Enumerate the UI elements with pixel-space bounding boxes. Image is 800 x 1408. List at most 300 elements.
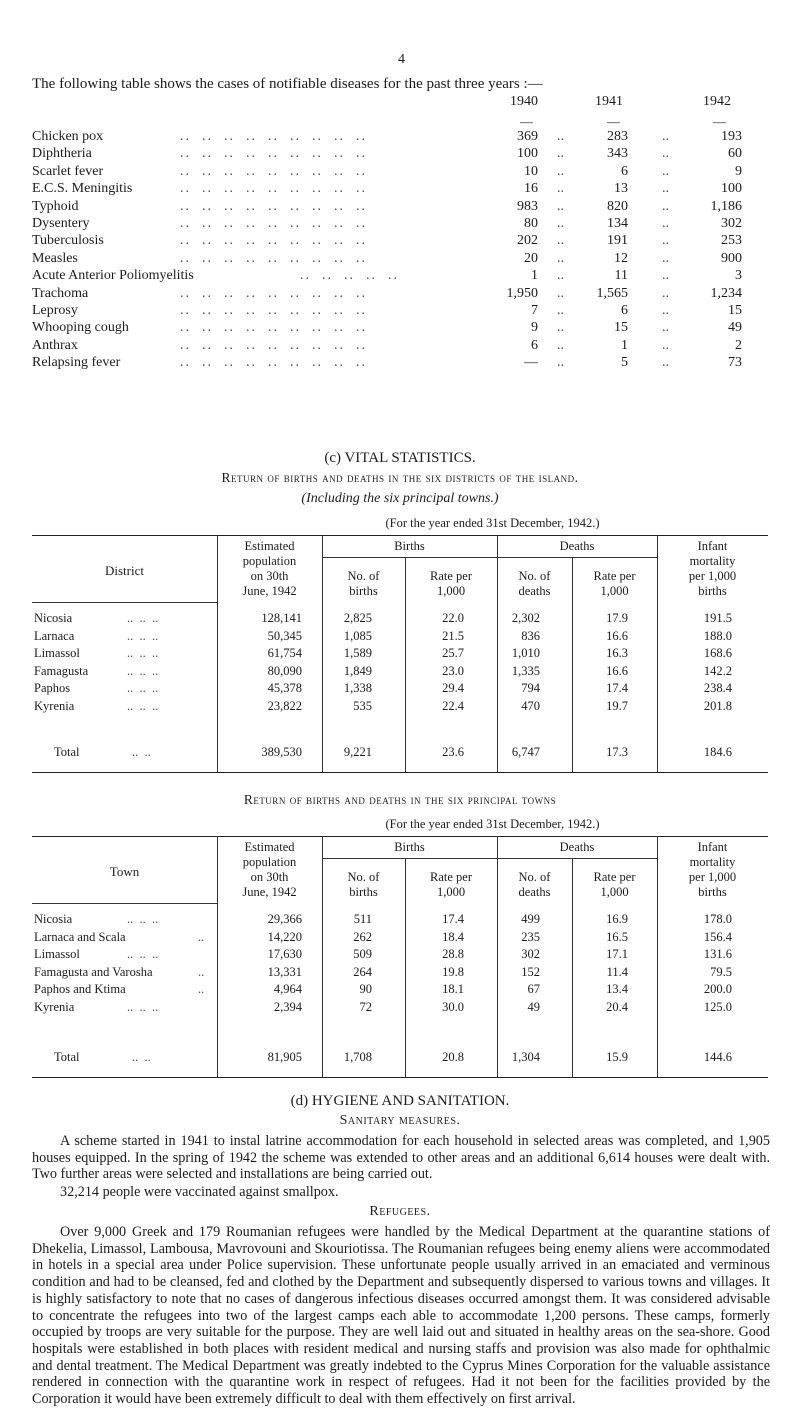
cases-1940: 10 [524, 163, 538, 179]
towns-table [32, 814, 768, 1080]
leader-dots: .. [662, 337, 669, 353]
vital-note: (Including the six principal towns.) [301, 491, 499, 506]
birth-rate: 18.1 [442, 982, 464, 997]
leader-dots: .. .. .. .. .. .. .. .. .. [180, 303, 367, 318]
row-name: Kyrenia [34, 699, 75, 713]
cases-1942: 9 [735, 163, 742, 179]
hygiene-heading: (d) HYGIENE AND SANITATION. [290, 1093, 510, 1109]
rule [32, 602, 217, 603]
period-caption: (For the year ended 31st December, 1942.) [385, 516, 600, 530]
header-line: 1,000 [436, 885, 466, 899]
disease-name: Trachoma [32, 285, 89, 301]
leader-dots: .. [557, 163, 564, 179]
population: 17,630 [267, 947, 302, 962]
birth-rate: 30.0 [442, 1000, 464, 1014]
leader-dots: .. [557, 181, 564, 197]
cases-1941: 12 [614, 250, 628, 266]
leader-dots: .. [662, 146, 669, 162]
header-line: per 1,000 [688, 569, 737, 583]
leader-dots: .. [662, 233, 669, 249]
leader-dots: .. [662, 303, 669, 318]
disease-name: Typhoid [32, 198, 79, 214]
births-count: 72 [359, 1000, 372, 1014]
deaths-count-header [497, 870, 572, 900]
death-rate: 17.1 [606, 947, 628, 962]
leader-dots: .. [662, 129, 669, 144]
birth-rate: 23.6 [442, 745, 464, 759]
disease-row [0, 199, 800, 216]
cases-1942: 253 [721, 233, 742, 249]
row-name: Larnaca [34, 628, 75, 643]
leader-dots: .. [557, 320, 564, 336]
births-count: 511 [353, 912, 372, 926]
cases-1942: 193 [721, 129, 742, 144]
death-rate: 16.6 [606, 628, 628, 643]
births-header: Births [394, 840, 425, 854]
row-name: Total [54, 745, 80, 759]
cases-1942: 1,234 [710, 285, 742, 301]
disease-name: Scarlet fever [32, 163, 104, 179]
year-dash: — [520, 114, 533, 129]
birth-rate: 20.8 [442, 1050, 464, 1064]
deaths-count: 49 [527, 1000, 540, 1014]
cases-1941: 1,565 [596, 285, 628, 301]
cases-1941: 11 [614, 268, 628, 284]
population: 45,378 [267, 681, 302, 696]
leader-dots: .. .. [132, 1050, 151, 1064]
population: 81,905 [267, 1050, 302, 1064]
deaths-rate-header [572, 569, 657, 599]
header-line: mortality [689, 855, 736, 869]
row-name: Kyrenia [34, 1000, 75, 1014]
cases-1942: 60 [728, 146, 742, 162]
row-name: Limassol [34, 947, 80, 962]
infant-mortality-header [657, 840, 768, 900]
cases-1940: 16 [524, 181, 538, 197]
header-line: Rate per [430, 870, 472, 884]
death-rate: 17.3 [606, 745, 628, 759]
header-line: births [349, 885, 378, 899]
row-name: Larnaca and Scala [34, 929, 126, 944]
rule [322, 858, 657, 859]
leader-dots: .. [662, 163, 669, 179]
disease-name: Measles [32, 250, 78, 266]
death-rate: 11.4 [606, 964, 628, 979]
population: 23,822 [267, 699, 302, 713]
death-rate: 16.5 [606, 929, 628, 944]
disease-row [0, 338, 800, 355]
deaths-count: 836 [521, 628, 540, 643]
infant-mortality: 131.6 [703, 947, 732, 962]
header-line: No. of [347, 870, 380, 884]
leader-dots: .. .. .. [127, 699, 159, 713]
disease-row [0, 268, 800, 285]
infant-mortality: 191.5 [703, 611, 732, 625]
header-line: June, 1942 [242, 584, 297, 598]
births-count: 90 [359, 982, 372, 997]
infant-mortality: 168.6 [703, 646, 732, 661]
death-rate: 16.9 [606, 912, 628, 926]
leader-dots: .. [198, 964, 205, 979]
disease-row [0, 146, 800, 163]
year-header-1941: 1941 [595, 94, 623, 109]
leader-dots: .. .. .. .. .. .. .. .. .. [180, 198, 367, 214]
rule [32, 903, 217, 904]
header-line: Rate per [593, 569, 636, 583]
death-rate: 17.9 [606, 611, 628, 625]
cases-1940: 6 [531, 337, 538, 353]
header-line: births [698, 885, 727, 899]
row-name: Total [54, 1050, 80, 1064]
cases-1941: 6 [621, 163, 628, 179]
header-line: deaths [518, 885, 551, 899]
leader-dots: .. .. .. [127, 947, 159, 962]
leader-dots: .. .. .. .. .. .. .. .. .. [180, 181, 367, 197]
births-rate-header [405, 870, 497, 900]
header-line: Infant [697, 539, 728, 553]
births-count: 1,849 [343, 663, 372, 678]
refugees-paragraph: Over 9,000 Greek and 179 Roumanian refugees were handled by the Medical Department at the quarantine stations of Dhekelia, Limassol, Lambousa, Mavrovouni and Skouriotissa. The Roumanian refugees being enemy aliens were accommodated in hotels in a special area under Police supervision. These unfortunate people usually arrived in an emaciated and verminous condition and had to be cleansed, fed and clothed by the Department and subsequently dispersed to various towns and villages. It is highly satisfactory to note that no cases of dangerous infectious diseases occurred amongst them. It was considered advisable to concentrate the refugees into two of the largest camps each able to accommodate 1,200 persons. These camps, formerly occupied by troops are very suitable for the purpose. They are well laid out and situated in healthy areas on the sea-shore. Good hospitals were established in both places with resident medical and nursing staffs and provision was also made for ophthalmic and dental treatment. The Medical Department was greatly indebted to the Cyprus Mines Corporation for the valuable assistance rendered in connection with the quarantine work in respect of refugees. Had it not been for the facilities provided by the Corporation it would have been extremely difficult to deal with them effectively on first arrival. [32, 1224, 770, 1408]
deaths-count: 1,335 [511, 663, 540, 678]
deaths-header: Deaths [559, 840, 595, 854]
births-count: 1,085 [343, 628, 372, 643]
leader-dots: .. .. .. .. .. .. .. .. .. [180, 233, 367, 249]
cases-1942: 73 [728, 355, 742, 371]
header-line: June, 1942 [242, 885, 297, 899]
infant-mortality: 188.0 [703, 628, 732, 643]
infant-mortality-header [657, 539, 768, 599]
leader-dots: .. [557, 250, 564, 266]
leader-dots: .. .. .. .. .. .. .. .. .. [180, 129, 367, 144]
row-name: Nicosia [34, 912, 73, 926]
header-line: No. of [518, 870, 551, 884]
rule [32, 1077, 768, 1078]
cases-1940: 369 [517, 129, 538, 144]
deaths-count: 1,010 [511, 646, 540, 661]
header-line: 1,000 [436, 584, 466, 598]
leader-dots: .. .. .. .. .. [300, 268, 399, 284]
leader-dots: .. .. .. .. .. .. .. .. .. [180, 320, 367, 336]
births-count: 509 [353, 947, 372, 962]
row-name: Nicosia [34, 611, 73, 625]
leader-dots: .. .. .. [127, 912, 159, 926]
birth-rate: 18.4 [442, 929, 464, 944]
birth-rate: 22.0 [442, 611, 464, 625]
header-line: Rate per [430, 569, 472, 583]
disease-row [0, 181, 800, 198]
sanitation-paragraph: A scheme started in 1941 to instal latrine accommodation for each household in selected areas was completed, and 1,905 houses equipped. In the spring of 1942 the scheme was extended to other areas and an additional 6,614 houses were dealt with. Two further areas were selected and installations are being carried out. [32, 1133, 770, 1183]
disease-name: Chicken pox [32, 129, 104, 144]
header-line: on 30th [250, 569, 289, 583]
refugees-subheading: Refugees. [369, 1204, 431, 1219]
period-caption: (For the year ended 31st December, 1942.) [385, 817, 600, 831]
cases-1941: 5 [621, 355, 628, 371]
leader-dots: .. .. .. [127, 611, 159, 625]
leader-dots: .. [662, 268, 669, 284]
infant-mortality: 156.4 [703, 929, 732, 944]
cases-1941: 1 [621, 337, 628, 353]
row-name: Paphos [34, 681, 71, 696]
death-rate: 16.6 [606, 663, 628, 678]
population-header [217, 840, 322, 900]
disease-row [0, 286, 800, 303]
disease-row [0, 233, 800, 250]
intro-sentence: The following table shows the cases of notifiable diseases for the past three years :— [32, 76, 543, 92]
deaths-count: 67 [527, 982, 540, 997]
row-name: Famagusta [34, 663, 89, 678]
leader-dots: .. .. .. .. .. .. .. .. .. [180, 250, 367, 266]
births-header: Births [394, 539, 425, 553]
birth-rate: 23.0 [442, 663, 464, 678]
leader-dots: .. [557, 337, 564, 353]
cases-1940: 1,950 [506, 285, 538, 301]
birth-rate: 21.5 [442, 628, 464, 643]
cases-1942: 900 [721, 250, 742, 266]
birth-rate: 17.4 [442, 912, 464, 926]
infant-mortality: 178.0 [703, 912, 732, 926]
disease-row [0, 303, 800, 320]
header-line: Infant [697, 840, 728, 854]
leader-dots: .. .. .. .. .. .. .. .. .. [180, 337, 367, 353]
header-line: Estimated [244, 539, 295, 553]
deaths-count: 302 [521, 947, 540, 962]
death-rate: 16.3 [606, 646, 628, 661]
leader-dots: .. [198, 982, 205, 997]
leader-dots: .. .. .. .. .. .. .. .. .. [180, 146, 367, 162]
death-rate: 15.9 [606, 1050, 628, 1064]
births-count: 1,708 [343, 1050, 372, 1064]
population: 2,394 [273, 1000, 302, 1014]
row-name: Famagusta and Varosha [34, 964, 153, 979]
leader-dots: .. [557, 233, 564, 249]
disease-row [0, 129, 800, 146]
leader-dots: .. [662, 198, 669, 214]
disease-name: Anthrax [32, 337, 78, 353]
leader-dots: .. .. .. [127, 646, 159, 661]
cases-1941: 134 [607, 216, 628, 231]
population: 14,220 [267, 929, 302, 944]
header-line: 1,000 [600, 584, 629, 598]
leader-dots: .. [557, 285, 564, 301]
header-line: on 30th [250, 870, 289, 884]
deaths-rate-header [572, 870, 657, 900]
deaths-count: 1,304 [511, 1050, 540, 1064]
vital-subheading: Return of births and deaths in the six districts of the island. [221, 470, 579, 485]
population-header [217, 539, 322, 599]
cases-1940: 7 [531, 303, 538, 318]
cases-1942: 3 [735, 268, 742, 284]
leader-dots: .. [557, 303, 564, 318]
leader-dots: .. [198, 929, 205, 944]
header-line: population [242, 855, 297, 869]
header-line: per 1,000 [688, 870, 737, 884]
disease-row [0, 251, 800, 268]
infant-mortality: 144.6 [703, 1050, 732, 1064]
cases-1941: 283 [607, 129, 628, 144]
cases-1941: 6 [621, 303, 628, 318]
disease-row [0, 216, 800, 233]
year-header-1940: 1940 [510, 94, 538, 109]
year-header-1942: 1942 [703, 94, 731, 109]
population: 29,366 [267, 912, 302, 926]
cases-1940: 983 [517, 198, 538, 214]
cases-1941: 191 [607, 233, 628, 249]
cases-1942: 15 [728, 303, 742, 318]
births-count: 1,589 [343, 646, 372, 661]
births-count: 535 [353, 699, 372, 713]
leader-dots: .. .. .. [127, 1000, 159, 1014]
leader-dots: .. [662, 216, 669, 231]
population: 389,530 [261, 745, 302, 759]
leader-dots: .. .. .. .. .. .. .. .. .. [180, 355, 367, 371]
leader-dots: .. .. .. [127, 681, 159, 696]
leader-dots: .. .. .. [127, 628, 159, 643]
first-column-header: District [105, 563, 144, 578]
deaths-count: 235 [521, 929, 540, 944]
leader-dots: .. [557, 129, 564, 144]
infant-mortality: 238.4 [703, 681, 732, 696]
births-count-header [322, 569, 405, 599]
cases-1942: 302 [721, 216, 742, 231]
leader-dots: .. [662, 285, 669, 301]
leader-dots: .. [662, 181, 669, 197]
disease-name: E.C.S. Meningitis [32, 181, 133, 197]
header-line: 1,000 [600, 885, 629, 899]
first-column-header: Town [109, 864, 140, 879]
population: 128,141 [261, 611, 302, 625]
birth-rate: 25.7 [442, 646, 464, 661]
births-count: 2,825 [343, 611, 372, 625]
infant-mortality: 142.2 [703, 663, 732, 678]
leader-dots: .. [557, 355, 564, 371]
header-line: Rate per [593, 870, 636, 884]
cases-1940: 202 [517, 233, 538, 249]
leader-dots: .. [557, 268, 564, 284]
deaths-header: Deaths [559, 539, 595, 553]
population: 4,964 [273, 982, 302, 997]
infant-mortality: 184.6 [703, 745, 732, 759]
disease-name: Tuberculosis [32, 233, 104, 249]
vaccination-line: 32,214 people were vaccinated against smallpox. [60, 1184, 339, 1200]
leader-dots: .. [662, 320, 669, 336]
deaths-count-header [497, 569, 572, 599]
leader-dots: .. .. [132, 745, 151, 759]
leader-dots: .. [557, 198, 564, 214]
row-name: Limassol [34, 646, 80, 661]
population: 61,754 [267, 646, 302, 661]
disease-name: Diphtheria [32, 146, 92, 162]
cases-1941: 343 [607, 146, 628, 162]
birth-rate: 22.4 [442, 699, 464, 713]
year-dash: — [713, 114, 726, 129]
rule [322, 557, 657, 558]
population: 80,090 [267, 663, 302, 678]
birth-rate: 29.4 [442, 681, 464, 696]
cases-1941: 15 [614, 320, 628, 336]
disease-name: Leprosy [32, 303, 78, 318]
leader-dots: .. .. .. .. .. .. .. .. .. [180, 216, 367, 231]
births-count-header [322, 870, 405, 900]
cases-1940: 1 [531, 268, 538, 284]
sanitary-subheading: Sanitary measures. [339, 1113, 461, 1128]
disease-row [0, 164, 800, 181]
leader-dots: .. .. .. .. .. .. .. .. .. [180, 285, 367, 301]
cases-1942: 2 [735, 337, 742, 353]
births-rate-header [405, 569, 497, 599]
header-line: deaths [518, 584, 551, 598]
header-line: births [698, 584, 727, 598]
cases-1941: 820 [607, 198, 628, 214]
infant-mortality: 200.0 [703, 982, 732, 997]
row-name: Paphos and Ktima [34, 982, 126, 997]
death-rate: 17.4 [606, 681, 628, 696]
disease-name: Acute Anterior Poliomyelitis [32, 268, 194, 284]
year-dash: — [607, 114, 620, 129]
page-number: 4 [398, 52, 405, 67]
cases-1942: 49 [728, 320, 742, 336]
population: 13,331 [267, 964, 302, 979]
cases-1941: 13 [614, 181, 628, 197]
cases-1940: 100 [517, 146, 538, 162]
leader-dots: .. [557, 146, 564, 162]
header-line: population [242, 554, 297, 568]
death-rate: 20.4 [606, 1000, 628, 1014]
death-rate: 19.7 [606, 699, 628, 713]
deaths-count: 152 [521, 964, 540, 979]
leader-dots: .. [557, 216, 564, 231]
cases-1940: 9 [531, 320, 538, 336]
deaths-count: 6,747 [511, 745, 540, 759]
disease-row [0, 355, 800, 372]
leader-dots: .. [662, 250, 669, 266]
header-line: Estimated [244, 840, 295, 854]
towns-heading: Return of births and deaths in the six principal towns [243, 792, 557, 807]
header-line: births [349, 584, 378, 598]
births-count: 9,221 [343, 745, 372, 759]
disease-row [0, 320, 800, 337]
leader-dots: .. .. .. [127, 663, 159, 678]
deaths-count: 2,302 [511, 611, 540, 625]
birth-rate: 28.8 [442, 947, 464, 962]
death-rate: 13.4 [606, 982, 628, 997]
infant-mortality: 79.5 [710, 964, 732, 979]
vital-heading: (c) VITAL STATISTICS. [324, 450, 476, 466]
leader-dots: .. .. .. .. .. .. .. .. .. [180, 163, 367, 179]
header-line: No. of [347, 569, 380, 583]
leader-dots: .. [662, 355, 669, 371]
cases-1942: 100 [721, 181, 742, 197]
deaths-count: 794 [521, 681, 540, 696]
disease-name: Dysentery [32, 216, 90, 231]
disease-name: Relapsing fever [32, 355, 121, 371]
cases-1940: 80 [524, 216, 538, 231]
disease-name: Whooping cough [32, 320, 129, 336]
births-count: 1,338 [343, 681, 372, 696]
deaths-count: 499 [521, 912, 540, 926]
districts-table [32, 513, 768, 775]
rule [32, 772, 768, 773]
births-count: 264 [353, 964, 372, 979]
deaths-count: 470 [521, 699, 540, 713]
births-count: 262 [353, 929, 372, 944]
population: 50,345 [267, 628, 302, 643]
infant-mortality: 125.0 [703, 1000, 732, 1014]
infant-mortality: 201.8 [703, 699, 732, 713]
cases-1940: 20 [524, 250, 538, 266]
cases-1940: — [524, 355, 538, 371]
header-line: mortality [689, 554, 736, 568]
header-line: No. of [518, 569, 551, 583]
